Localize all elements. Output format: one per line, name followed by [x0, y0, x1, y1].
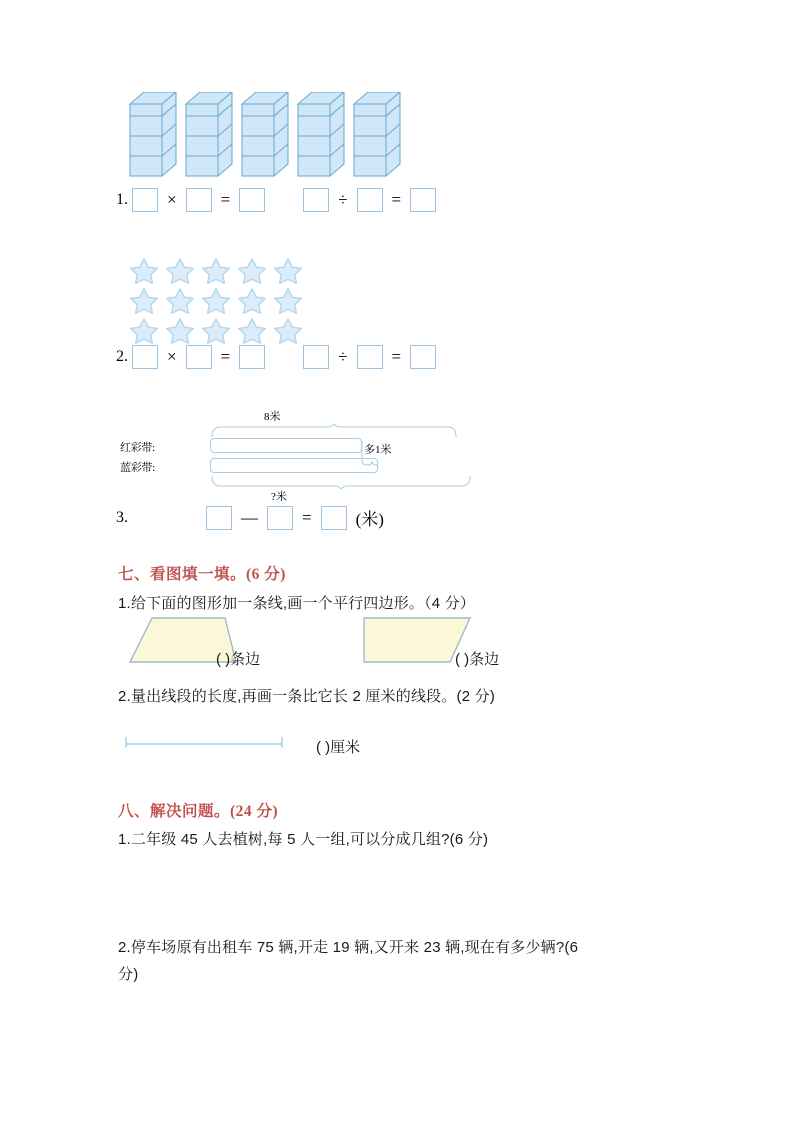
answer-box[interactable] — [132, 345, 158, 369]
question1-answer-row — [116, 188, 436, 212]
star-icon — [236, 286, 268, 316]
section7-points: (6 分) — [246, 566, 286, 583]
answer-box[interactable] — [206, 506, 232, 530]
star-icon — [236, 316, 268, 346]
operator-equals: = — [391, 347, 402, 366]
ribbon-diagram — [116, 408, 416, 503]
cube-tower — [296, 92, 352, 178]
section7-item1-text: 1.给下面的图形加一条线,画一个平行四边形。（4 分） — [118, 595, 476, 612]
operator-multiply: × — [167, 190, 177, 209]
top-brace — [210, 424, 460, 438]
answer-box[interactable] — [303, 188, 329, 212]
answer-box[interactable] — [239, 345, 265, 369]
bottom-brace — [210, 475, 472, 489]
bottom-dimension-label: ?米 — [271, 491, 287, 503]
answer-box[interactable] — [239, 188, 265, 212]
star-icon — [272, 286, 304, 316]
operator-minus: — — [241, 507, 258, 527]
operator-multiply: × — [167, 347, 177, 366]
star-icon — [200, 256, 232, 286]
question2-number: 2. — [116, 348, 128, 365]
right-shape-answer: ( )条边 — [455, 651, 500, 668]
question1-number: 1. — [116, 191, 128, 208]
segment-answer: ( )厘米 — [316, 739, 361, 756]
question3-number: 3. — [116, 509, 128, 526]
star-figure — [128, 256, 304, 346]
cube-tower — [352, 92, 408, 178]
answer-box[interactable] — [357, 188, 383, 212]
section7-item2-text: 2.量出线段的长度,再画一条比它长 2 厘米的线段。(2 分) — [118, 688, 496, 705]
difference-label: 多1米 — [364, 444, 392, 456]
cube-tower — [184, 92, 240, 178]
red-ribbon-label: 红彩带: — [120, 442, 155, 454]
answer-box[interactable] — [132, 188, 158, 212]
section7-title: 七、看图填一填。 — [118, 566, 247, 583]
question3-answer-row — [116, 505, 389, 530]
section8-points: (24 分) — [230, 803, 279, 820]
star-icon — [200, 316, 232, 346]
answer-box[interactable] — [410, 188, 436, 212]
answer-box[interactable] — [267, 506, 293, 530]
line-segment — [124, 735, 284, 749]
red-ribbon-bar — [210, 438, 362, 453]
blue-ribbon-label: 蓝彩带: — [120, 462, 155, 474]
operator-equals: = — [302, 507, 312, 527]
star-row — [128, 256, 304, 286]
star-icon — [128, 286, 160, 316]
answer-box[interactable] — [357, 345, 383, 369]
operator-equals: = — [220, 190, 231, 209]
unit-label: (米) — [355, 510, 384, 529]
answer-box[interactable] — [303, 345, 329, 369]
section8-heading — [118, 799, 278, 821]
section8-problem2-line2: 分) — [118, 966, 139, 983]
answer-box[interactable] — [321, 506, 347, 530]
section8-problem2-line1: 2.停车场原有出租车 75 辆,开走 19 辆,又开来 23 辆,现在有多少辆?(6 — [118, 939, 579, 956]
left-shape-answer: ( )条边 — [216, 651, 261, 668]
section8-problem1: 1.二年级 45 人去植树,每 5 人一组,可以分成几组?(6 分) — [118, 831, 489, 848]
operator-equals: = — [391, 190, 402, 209]
top-dimension-label: 8米 — [264, 411, 281, 423]
operator-divide: ÷ — [338, 347, 348, 366]
operator-equals: = — [220, 347, 231, 366]
star-row — [128, 316, 304, 346]
star-icon — [272, 316, 304, 346]
star-icon — [272, 256, 304, 286]
star-icon — [164, 316, 196, 346]
star-icon — [200, 286, 232, 316]
star-icon — [164, 256, 196, 286]
star-icon — [236, 256, 268, 286]
question2-answer-row — [116, 345, 436, 369]
star-icon — [128, 256, 160, 286]
cube-tower — [128, 92, 184, 178]
answer-box[interactable] — [186, 188, 212, 212]
star-icon — [164, 286, 196, 316]
star-icon — [128, 316, 160, 346]
blue-ribbon-bar — [210, 458, 378, 473]
answer-box[interactable] — [186, 345, 212, 369]
answer-box[interactable] — [410, 345, 436, 369]
section8-title: 八、解决问题。 — [118, 803, 231, 820]
cube-tower — [240, 92, 296, 178]
section7-heading — [118, 562, 286, 584]
operator-divide: ÷ — [338, 190, 348, 209]
star-row — [128, 286, 304, 316]
